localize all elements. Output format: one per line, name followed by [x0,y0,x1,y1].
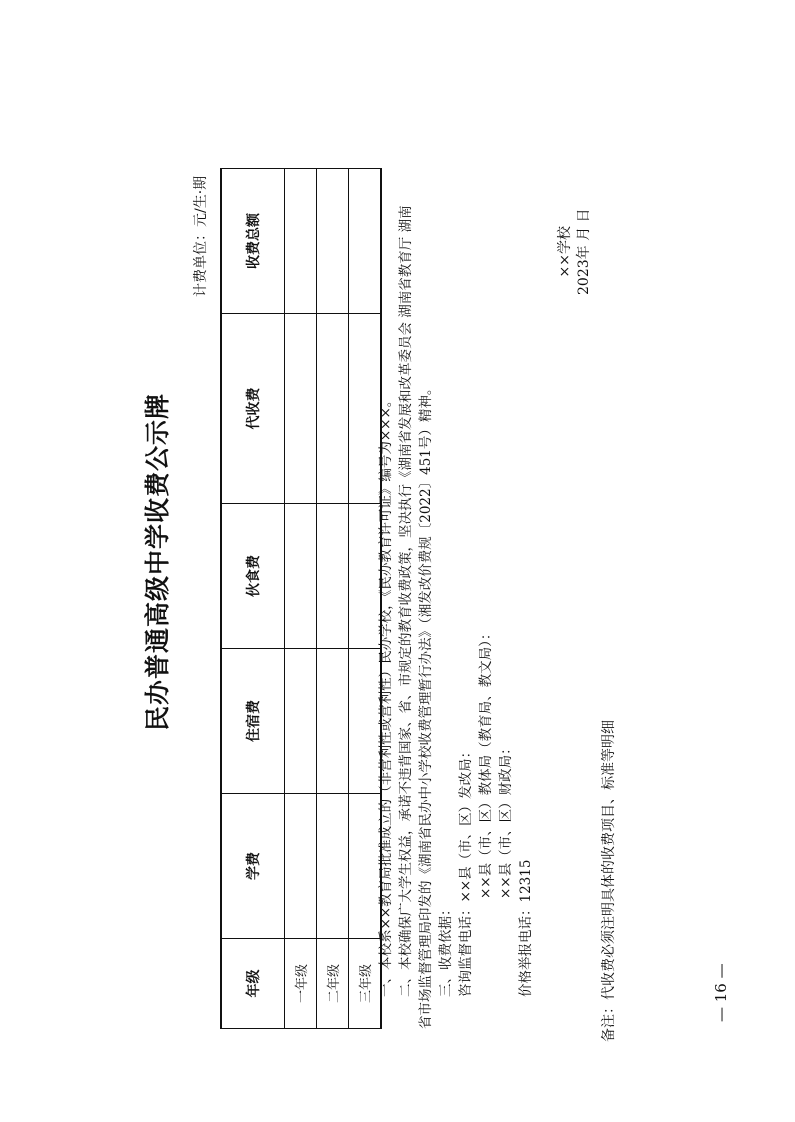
agency-fee-cell [285,314,317,504]
header-total: 收费总额 [221,169,285,314]
paragraph-fee-basis: 三、收费依据： [438,902,454,997]
footer-note: 备注：代收费必须注明具体的收费项目、标准等明细 [601,720,617,1042]
header-agency-fees: 代收费 [221,314,285,504]
total-cell [317,169,349,314]
paragraph-hotline-finance: ××县（市、区）财政局： [498,741,514,899]
page-number: — 16 — [712,963,730,1022]
fee-table [220,168,382,1029]
accommodation-cell [285,649,317,794]
accommodation-cell [317,649,349,794]
meals-cell [285,504,317,649]
paragraph-hotline-development: 咨询监督电话：××县（市、区）发改局： [458,744,474,997]
paragraph-hotline-education: ××县（市、区）教体局（教育局、教文局）： [478,626,494,899]
grade-cell: 二年级 [317,939,349,1029]
grade-cell: 一年级 [285,939,317,1029]
signature-date: 2023年 月 日 [576,208,592,295]
tuition-cell [285,794,317,939]
paragraph-commitment: 二、本校确保广大学生权益，承诺不违背国家、省、市规定的教育收费政策，坚决执行《湖南省发展和改革委员会 湖南省教育厅 湖南 [398,205,414,997]
header-tuition: 学费 [221,794,285,939]
page-title: 民办普通高级中学收费公示牌 [143,393,172,732]
table-row [317,169,349,1029]
paragraph-school-approval: 一、本校系××教育局批准成立的（非营利性或营利性）民办学校，《民办教育许可证》编号为×××。 [378,393,394,997]
header-grade: 年级 [221,939,285,1029]
total-cell [285,169,317,314]
paragraph-commitment-cont: 省市场监督管理局印发的《湖南省民办中小学校收费管理暂行办法》（湘发改价费规〔2022〕451号）精神。 [418,381,434,1029]
table-row [285,169,317,1029]
meals-cell [317,504,349,649]
grade-cell: 三年级 [349,939,382,1029]
signature-block [556,208,594,295]
signature-school: ××学校 [557,226,573,278]
paragraph-price-report-phone: 价格举报电话：12315 [518,859,534,997]
tuition-cell [317,794,349,939]
agency-fee-cell [317,314,349,504]
table-header-row [221,169,285,1029]
total-cell [349,169,382,314]
header-accommodation: 住宿费 [221,649,285,794]
header-meals: 伙食费 [221,504,285,649]
unit-label: 计费单位：元/生·期 [193,175,209,297]
